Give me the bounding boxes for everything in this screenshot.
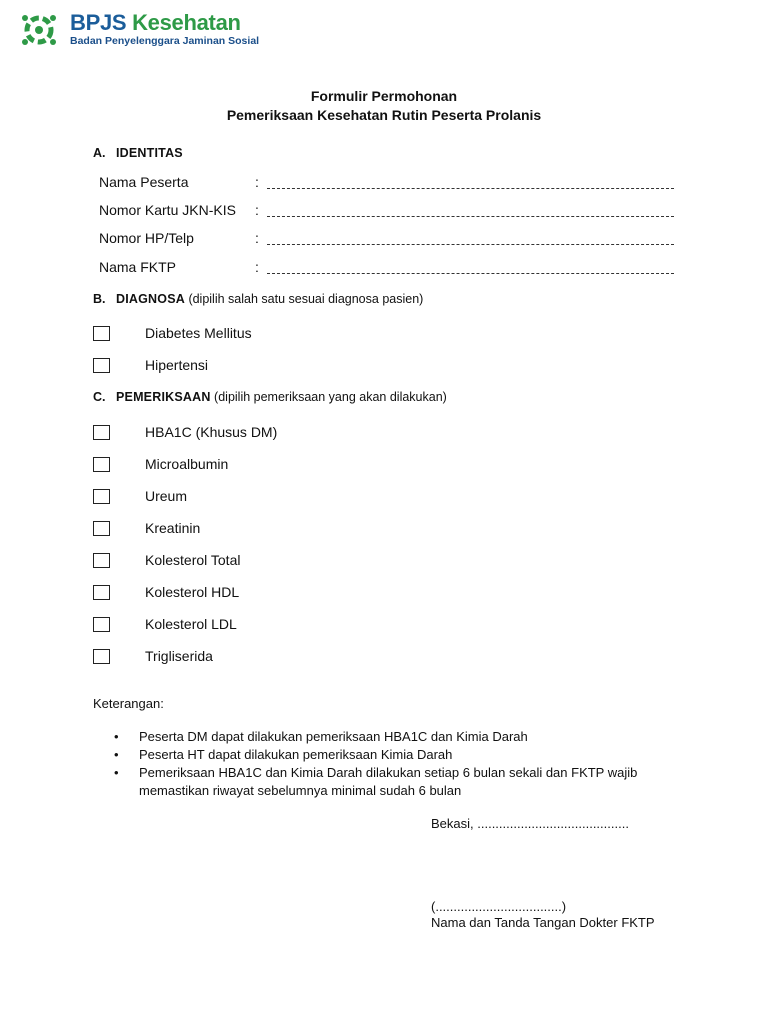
section-c-letter: C. (93, 390, 106, 404)
checkbox[interactable] (93, 553, 110, 568)
checkbox[interactable] (93, 489, 110, 504)
checkbox[interactable] (93, 521, 110, 536)
field-nama-peserta-input-line[interactable] (267, 188, 674, 189)
field-colon: : (255, 259, 259, 275)
signature-name-line[interactable]: (...................................) (431, 899, 567, 914)
section-b-note: (dipilih salah satu sesuai diagnosa pasien) (184, 292, 424, 306)
section-c-title: PEMERIKSAAN (116, 390, 211, 404)
option-label: Kolesterol Total (145, 552, 241, 568)
list-item-text: Peserta HT dapat dilakukan pemeriksaan Kimia Darah (139, 747, 453, 762)
list-item-text: Peserta DM dapat dilakukan pemeriksaan HBA1C dan Kimia Darah (139, 729, 528, 744)
option-label: Ureum (145, 488, 188, 504)
field-colon: : (255, 230, 259, 246)
section-a-title: IDENTITAS (116, 146, 183, 160)
field-label: Nomor Kartu JKN-KIS (99, 202, 236, 218)
field-label: Nama FKTP (99, 259, 177, 275)
section-c-note: (dipilih pemeriksaan yang akan dilakukan) (210, 390, 447, 404)
option-label: Diabetes Mellitus (145, 325, 252, 341)
field-colon: : (255, 174, 259, 190)
checkbox[interactable] (93, 358, 110, 373)
keterangan-list (112, 728, 652, 800)
bullet-icon: • (114, 729, 119, 744)
brand-tagline: Badan Penyelenggara Jaminan Sosial (70, 35, 260, 47)
brand-name (70, 10, 241, 36)
option-label: Kreatinin (145, 520, 201, 536)
field-nomor-kartu (99, 202, 259, 218)
keterangan-label: Keterangan: (93, 696, 164, 711)
checkbox[interactable] (93, 585, 110, 600)
field-nomor-kartu-input-line[interactable] (267, 216, 674, 217)
list-item (112, 746, 652, 764)
list-item (112, 764, 652, 800)
option-label: Kolesterol LDL (145, 616, 237, 632)
field-label: Nomor HP/Telp (99, 230, 194, 246)
field-nomor-hp-input-line[interactable] (267, 244, 674, 245)
place-date-line[interactable]: Bekasi, .......................................... (431, 816, 629, 831)
option-label: HBA1C (Khusus DM) (145, 424, 278, 440)
brand-part2: Kesehatan (132, 10, 241, 35)
section-a-letter: A. (93, 146, 106, 160)
field-nama-peserta (99, 174, 259, 190)
section-b-letter: B. (93, 292, 106, 306)
field-nomor-hp (99, 230, 259, 246)
bullet-icon: • (114, 765, 119, 780)
bullet-icon: • (114, 747, 119, 762)
field-nama-fktp (99, 259, 259, 275)
option-label: Hipertensi (145, 357, 209, 373)
checkbox[interactable] (93, 649, 110, 664)
list-item (112, 728, 652, 746)
section-b-heading (93, 292, 423, 306)
option-label: Kolesterol HDL (145, 584, 240, 600)
signature-caption: Nama dan Tanda Tangan Dokter FKTP (431, 915, 655, 930)
section-b-title: DIAGNOSA (116, 292, 185, 306)
option-label: Trigliserida (145, 648, 213, 664)
form-title-line1: Formulir Permohonan (310, 88, 458, 104)
option-label: Microalbumin (145, 456, 229, 472)
form-title-line2: Pemeriksaan Kesehatan Rutin Peserta Prolanis (226, 107, 542, 123)
brand-part1: BPJS (70, 10, 127, 35)
checkbox[interactable] (93, 326, 110, 341)
checkbox[interactable] (93, 617, 110, 632)
checkbox[interactable] (93, 425, 110, 440)
list-item-text: Pemeriksaan HBA1C dan Kimia Darah dilakukan setiap 6 bulan sekali dan FKTP wajib memastikan riwayat sebelumnya minimal sudah 6 bulan (139, 765, 638, 798)
field-label: Nama Peserta (99, 174, 189, 190)
checkbox[interactable] (93, 457, 110, 472)
field-colon: : (255, 202, 259, 218)
field-nama-fktp-input-line[interactable] (267, 273, 674, 274)
bpjs-logo-icon (19, 12, 59, 48)
section-c-heading (93, 390, 447, 404)
section-a-heading (93, 146, 183, 160)
